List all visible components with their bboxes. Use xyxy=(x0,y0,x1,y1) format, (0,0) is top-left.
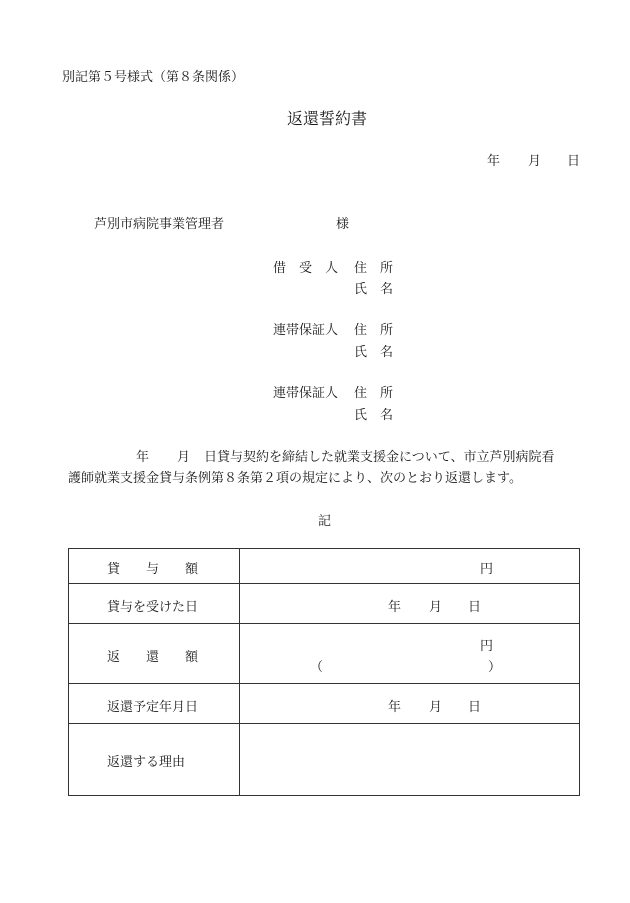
table-row xyxy=(69,724,580,796)
repay-date-label-cell xyxy=(69,684,240,724)
repay-amount-yen: 円 xyxy=(480,639,494,654)
guarantor-1-role: 連帯保証人 xyxy=(273,323,339,338)
addressee-name: 芦別市病院事業管理者 xyxy=(94,217,225,232)
repayment-table xyxy=(68,548,580,796)
loan-amount-value-cell xyxy=(240,549,580,584)
table-row xyxy=(69,549,580,584)
body-month: 月 xyxy=(177,450,191,465)
repay-date-day: 日 xyxy=(468,700,482,715)
repay-amount-paren-open: （ xyxy=(310,660,324,675)
repay-amount-paren-close: ） xyxy=(488,660,502,675)
table-row xyxy=(69,684,580,724)
loan-amount-yen: 円 xyxy=(480,562,494,577)
repay-reason-value-cell xyxy=(240,724,580,796)
loan-date-month: 月 xyxy=(429,600,443,615)
document-title: 返還誓約書 xyxy=(287,109,368,128)
loan-date-label: 貸与を受けた日 xyxy=(107,600,199,615)
table-row xyxy=(69,624,580,684)
repay-amount-value-cell xyxy=(240,624,580,684)
addressee-honorific: 様 xyxy=(336,217,350,232)
date-year: 年 xyxy=(487,154,501,169)
body-line2: 護師就業支援金貸与条例第８条第２項の規定により、次のとおり返還します。 xyxy=(68,471,522,486)
ki-marker: 記 xyxy=(318,514,332,529)
guarantor-2-address-label: 住 所 xyxy=(354,386,394,401)
borrower-role: 借 受 人 xyxy=(273,261,339,276)
form-number: 別記第５号様式（第８条関係） xyxy=(62,70,245,85)
borrower-name-label: 氏 名 xyxy=(354,282,394,297)
repay-date-value-cell xyxy=(240,684,580,724)
repay-date-month: 月 xyxy=(429,700,443,715)
loan-date-day: 日 xyxy=(468,600,482,615)
repay-date-year: 年 xyxy=(388,700,402,715)
body-year: 年 xyxy=(136,450,150,465)
repay-reason-label-cell xyxy=(69,724,240,796)
guarantor-1-name-label: 氏 名 xyxy=(354,345,394,360)
table-row xyxy=(69,584,580,624)
loan-date-value-cell xyxy=(240,584,580,624)
guarantor-2-role: 連帯保証人 xyxy=(273,386,339,401)
loan-amount-label-cell xyxy=(69,549,240,584)
date-month: 月 xyxy=(528,154,542,169)
repay-reason-label: 返還する理由 xyxy=(107,755,186,770)
borrower-address-label: 住 所 xyxy=(354,261,394,276)
repay-amount-label: 返 還 額 xyxy=(107,650,199,665)
repay-date-label: 返還予定年月日 xyxy=(107,700,199,715)
guarantor-1-address-label: 住 所 xyxy=(354,323,394,338)
guarantor-2-name-label: 氏 名 xyxy=(354,408,394,423)
loan-amount-label: 貸 与 額 xyxy=(107,562,199,577)
date-day: 日 xyxy=(567,154,581,169)
loan-date-label-cell xyxy=(69,584,240,624)
body-line1: 日貸与契約を締結した就業支援金について、市立芦別病院看 xyxy=(204,450,555,465)
loan-date-year: 年 xyxy=(388,600,402,615)
repay-amount-label-cell xyxy=(69,624,240,684)
